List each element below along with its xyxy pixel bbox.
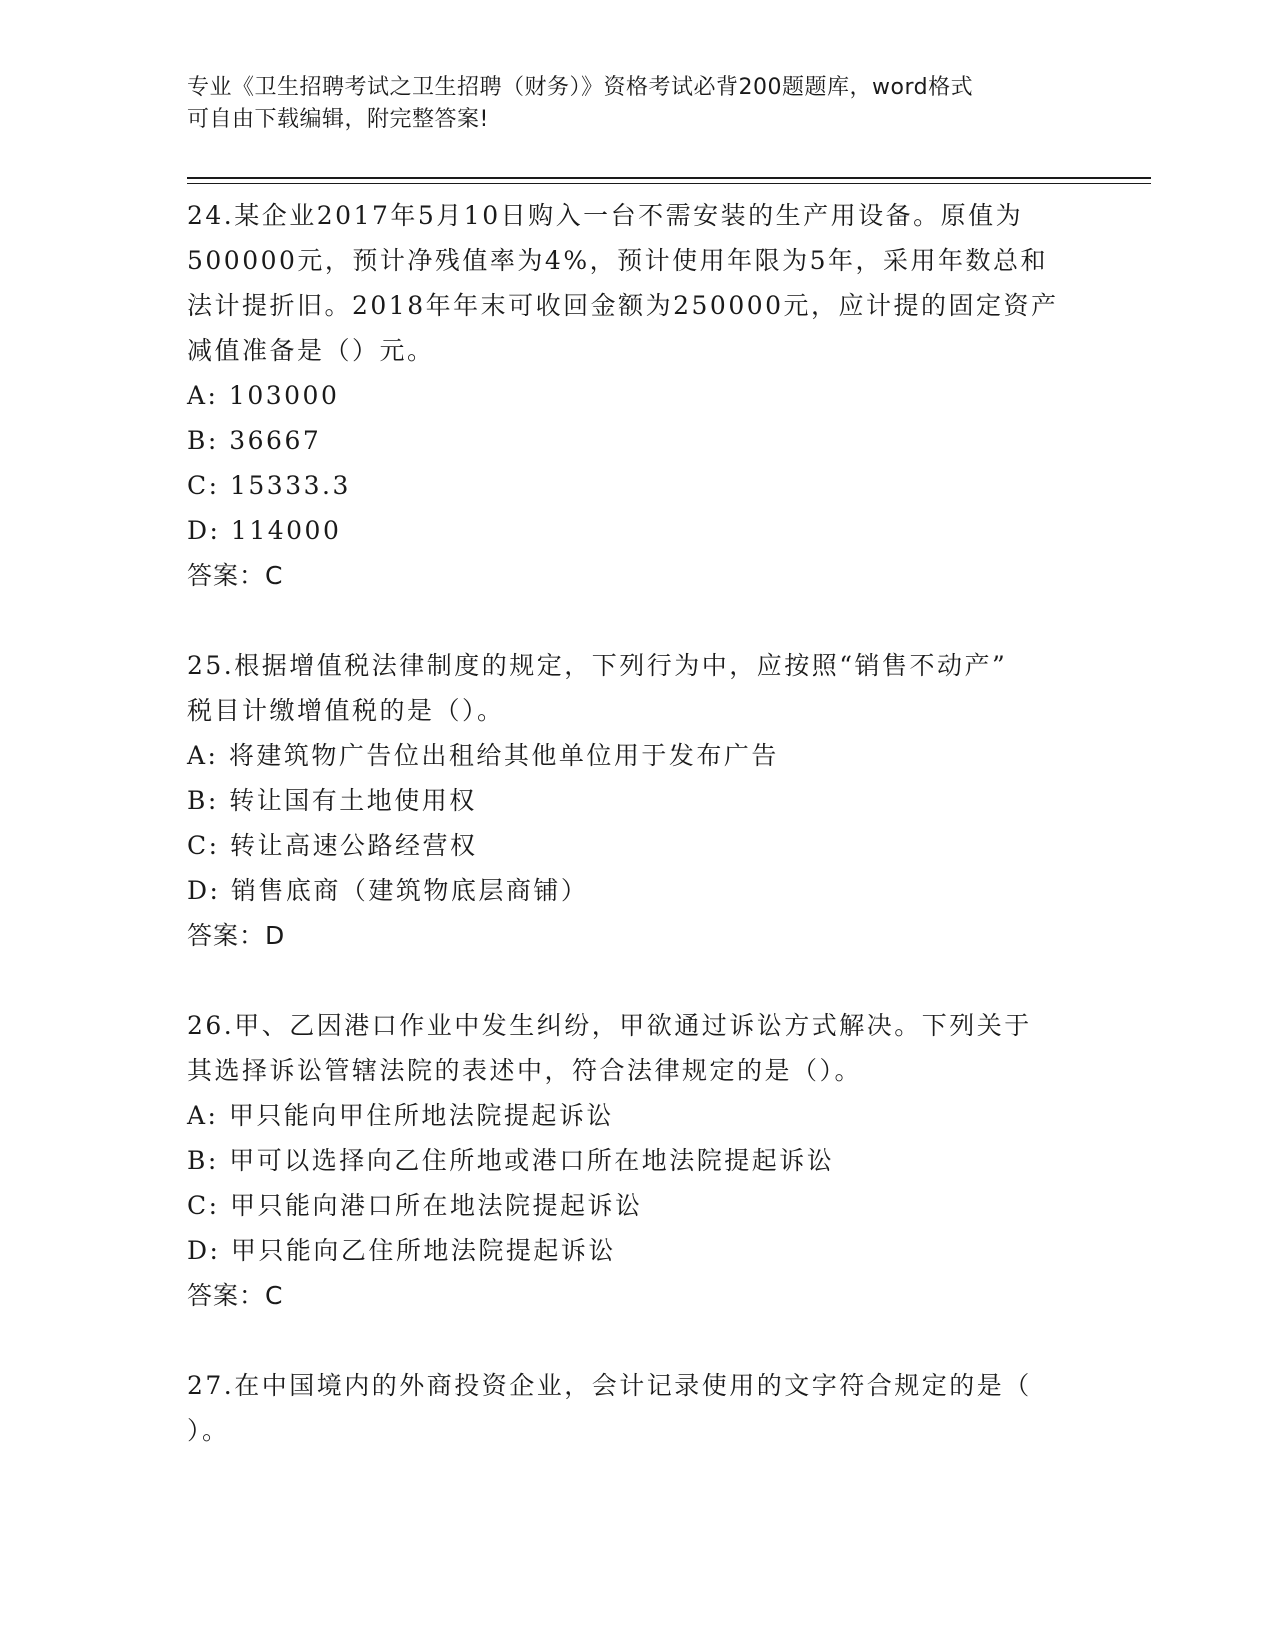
answer-option: A: 103000: [187, 381, 340, 410]
answer-key: 答案：C: [187, 561, 284, 590]
question-stem-line: 法计提折旧。2018年年末可收回金额为250000元，应计提的固定资产: [187, 291, 1059, 320]
header-line-1: 专业《卫生招聘考试之卫生招聘（财务）》资格考试必背200题题库，word格式: [187, 75, 974, 100]
answer-option: B: 甲可以选择向乙住所地或港口所在地法院提起诉讼: [187, 1146, 835, 1175]
answer-option: A: 将建筑物广告位出租给其他单位用于发布广告: [187, 741, 779, 770]
answer-option: B: 转让国有土地使用权: [187, 786, 477, 815]
question-block: [187, 193, 1087, 598]
question-block: [187, 1003, 1087, 1318]
answer-option: D: 114000: [187, 516, 342, 545]
answer-option: C: 甲只能向港口所在地法院提起诉讼: [187, 1191, 643, 1220]
answer-option: C: 转让高速公路经营权: [187, 831, 478, 860]
header-divider-thin: [187, 183, 1151, 184]
header-line-2: 可自由下载编辑，附完整答案!: [187, 107, 489, 132]
question-block: [187, 1363, 1087, 1453]
question-stem-line: 24.某企业2017年5月10日购入一台不需安装的生产用设备。原值为: [187, 201, 1024, 230]
document-header: [187, 72, 1087, 136]
question-stem-line: 26.甲、乙因港口作业中发生纠纷，甲欲通过诉讼方式解决。下列关于: [187, 1011, 1032, 1040]
question-list: [187, 193, 1087, 1498]
answer-key: 答案：D: [187, 921, 286, 950]
answer-option: A: 甲只能向甲住所地法院提起诉讼: [187, 1101, 614, 1130]
question-stem-line: 税目计缴增值税的是（）。: [187, 696, 505, 725]
answer-option: D: 甲只能向乙住所地法院提起诉讼: [187, 1236, 616, 1265]
header-divider: [187, 177, 1151, 179]
question-stem-line: ）。: [187, 1416, 230, 1445]
question-stem-line: 减值准备是（）元。: [187, 336, 435, 365]
answer-option: D: 销售底商（建筑物底层商铺）: [187, 876, 589, 905]
answer-option: B: 36667: [187, 426, 322, 455]
question-stem-line: 500000元，预计净残值率为4%，预计使用年限为5年，采用年数总和: [187, 246, 1049, 275]
question-block: [187, 643, 1087, 958]
question-stem-line: 25.根据增值税法律制度的规定，下列行为中，应按照“销售不动产”: [187, 651, 1008, 680]
question-stem-line: 其选择诉讼管辖法院的表述中，符合法律规定的是（）。: [187, 1056, 863, 1085]
answer-key: 答案：C: [187, 1281, 284, 1310]
question-stem-line: 27.在中国境内的外商投资企业，会计记录使用的文字符合规定的是（: [187, 1371, 1032, 1400]
answer-option: C: 15333.3: [187, 471, 351, 500]
